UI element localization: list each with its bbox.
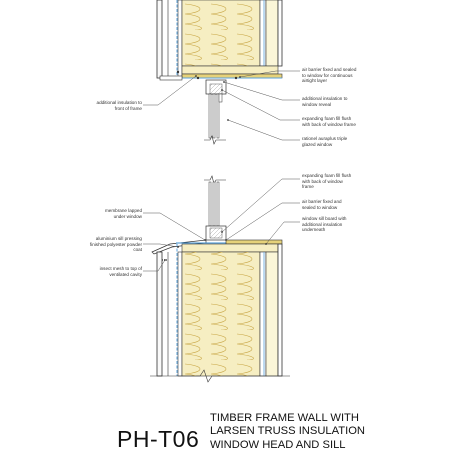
annotation-insect-mesh: [64, 266, 142, 277]
head-flashing: [160, 76, 182, 80]
annotation-insulation-front: [64, 100, 142, 111]
annotation-line: window reveal: [302, 101, 332, 107]
leader-dot-11: [164, 259, 166, 261]
annotation-line: expanding foam fill flush: [302, 116, 352, 121]
annotation-aluminium-sill: [64, 236, 142, 253]
leader-insulation-front: [143, 76, 196, 105]
upper-plasterboard: [278, 0, 282, 66]
annotation-line: to window for continuous: [302, 72, 353, 78]
title-line-2: LARSEN TRUSS INSULATION: [210, 425, 366, 438]
upper-stud: [260, 0, 266, 66]
annotation-sill-board: [302, 216, 346, 233]
leader-dot-4: [227, 119, 229, 121]
sill-glazing-pane-1: [209, 182, 211, 226]
annotation-line: aluminium sill pressing: [95, 236, 142, 241]
lower-stud: [260, 252, 266, 376]
annotation-line: finished polyester powder: [89, 241, 142, 247]
annotation-line: ventilated cavity: [109, 271, 142, 277]
leader-dot-5: [195, 75, 197, 77]
sill-board-insulation: [182, 244, 278, 252]
sill-glazing-pane-2: [213, 182, 215, 226]
annotation-line: frame: [302, 184, 314, 190]
sill-frame-inner: [210, 228, 222, 238]
lower-insulation-pattern: [182, 252, 260, 376]
lower-wall: [150, 240, 290, 382]
annotation-membrane: [64, 208, 142, 219]
annotation-line: window sill board with: [302, 216, 347, 221]
annotation-foam-head: [302, 116, 356, 127]
lower-plasterboard: [278, 244, 282, 376]
leader-dot-1: [239, 76, 241, 78]
annotation-air-barrier-head: [302, 67, 356, 84]
annotation-line: insect mesh to top of: [99, 266, 142, 271]
upper-cladding: [157, 0, 162, 78]
sill-board: [226, 240, 282, 244]
lower-outer-board: [178, 252, 182, 376]
upper-outer-board: [178, 0, 182, 78]
annotation-line: sealed to window: [302, 204, 338, 210]
head-glazing-pane-2: [213, 94, 215, 138]
lower-cladding: [157, 252, 162, 376]
annotation-line: glazed window: [302, 141, 333, 147]
annotation-line: with back of window: [302, 178, 343, 184]
sill-glazing-pane-3: [217, 182, 219, 226]
head-glazing-bead: [219, 94, 222, 102]
annotation-line: coat: [133, 247, 142, 253]
head-fixing-2: [197, 77, 199, 79]
annotation-insulation-reveal: [302, 96, 347, 107]
leader-dot-3: [221, 89, 223, 91]
head-fixing-1: [177, 71, 179, 73]
leader-window-head: [228, 120, 300, 140]
annotation-line: additional insulation to: [302, 96, 348, 101]
leader-foam-sill: [222, 179, 300, 232]
leader-dot-6: [221, 231, 223, 233]
head-glazing-pane-1: [209, 94, 211, 138]
annotation-line: airtight layer: [302, 78, 328, 84]
annotation-foam-sill: [302, 173, 351, 190]
annotation-line: additional insulation to: [96, 100, 142, 105]
annotation-line: under window: [113, 213, 142, 219]
annotation-line: air barrier fixed and: [302, 199, 342, 204]
drawing-code: PH-T06: [117, 426, 200, 452]
upper-insulation-pattern: [182, 0, 260, 66]
leader-dot-9: [204, 239, 206, 241]
annotation-line: with back of window frame: [302, 121, 356, 127]
leader-foam-head: [222, 90, 300, 120]
annotation-line: rationel auraplus triple: [302, 136, 348, 141]
annotation-line: membrane lapped: [104, 208, 142, 213]
drawing-title: [210, 412, 365, 452]
leader-dot-8: [265, 243, 267, 245]
annotation-line: front of frame: [114, 105, 142, 111]
annotation-air-barrier-sill: [302, 199, 342, 210]
leader-dot-2: [223, 81, 225, 83]
leader-dot-10: [177, 246, 179, 248]
leader-insulation-reveal: [224, 82, 300, 100]
annotation-window-head: [302, 136, 347, 147]
leader-dot-7: [225, 239, 227, 241]
leader-air-barrier-sill: [226, 203, 300, 240]
head-lintel-insulation: [182, 66, 278, 74]
annotation-line: additional insulation: [302, 221, 343, 227]
title-line-1: TIMBER FRAME WALL WITH: [210, 412, 359, 424]
head-frame-inner: [210, 84, 222, 94]
annotation-line: underneath: [302, 227, 326, 233]
annotation-line: expanding foam fill flush: [302, 173, 352, 178]
annotation-line: air barrier fixed and sealed: [302, 67, 357, 72]
leader-membrane: [143, 213, 205, 240]
head-fixing-3: [235, 77, 237, 79]
head-glazing-pane-3: [217, 94, 219, 138]
upper-service-zone: [266, 0, 278, 66]
window-sill-frame: [199, 176, 233, 243]
lower-service-zone: [266, 252, 278, 376]
upper-wall: [157, 0, 282, 80]
title-line-3: WINDOW HEAD AND SILL: [210, 438, 346, 451]
